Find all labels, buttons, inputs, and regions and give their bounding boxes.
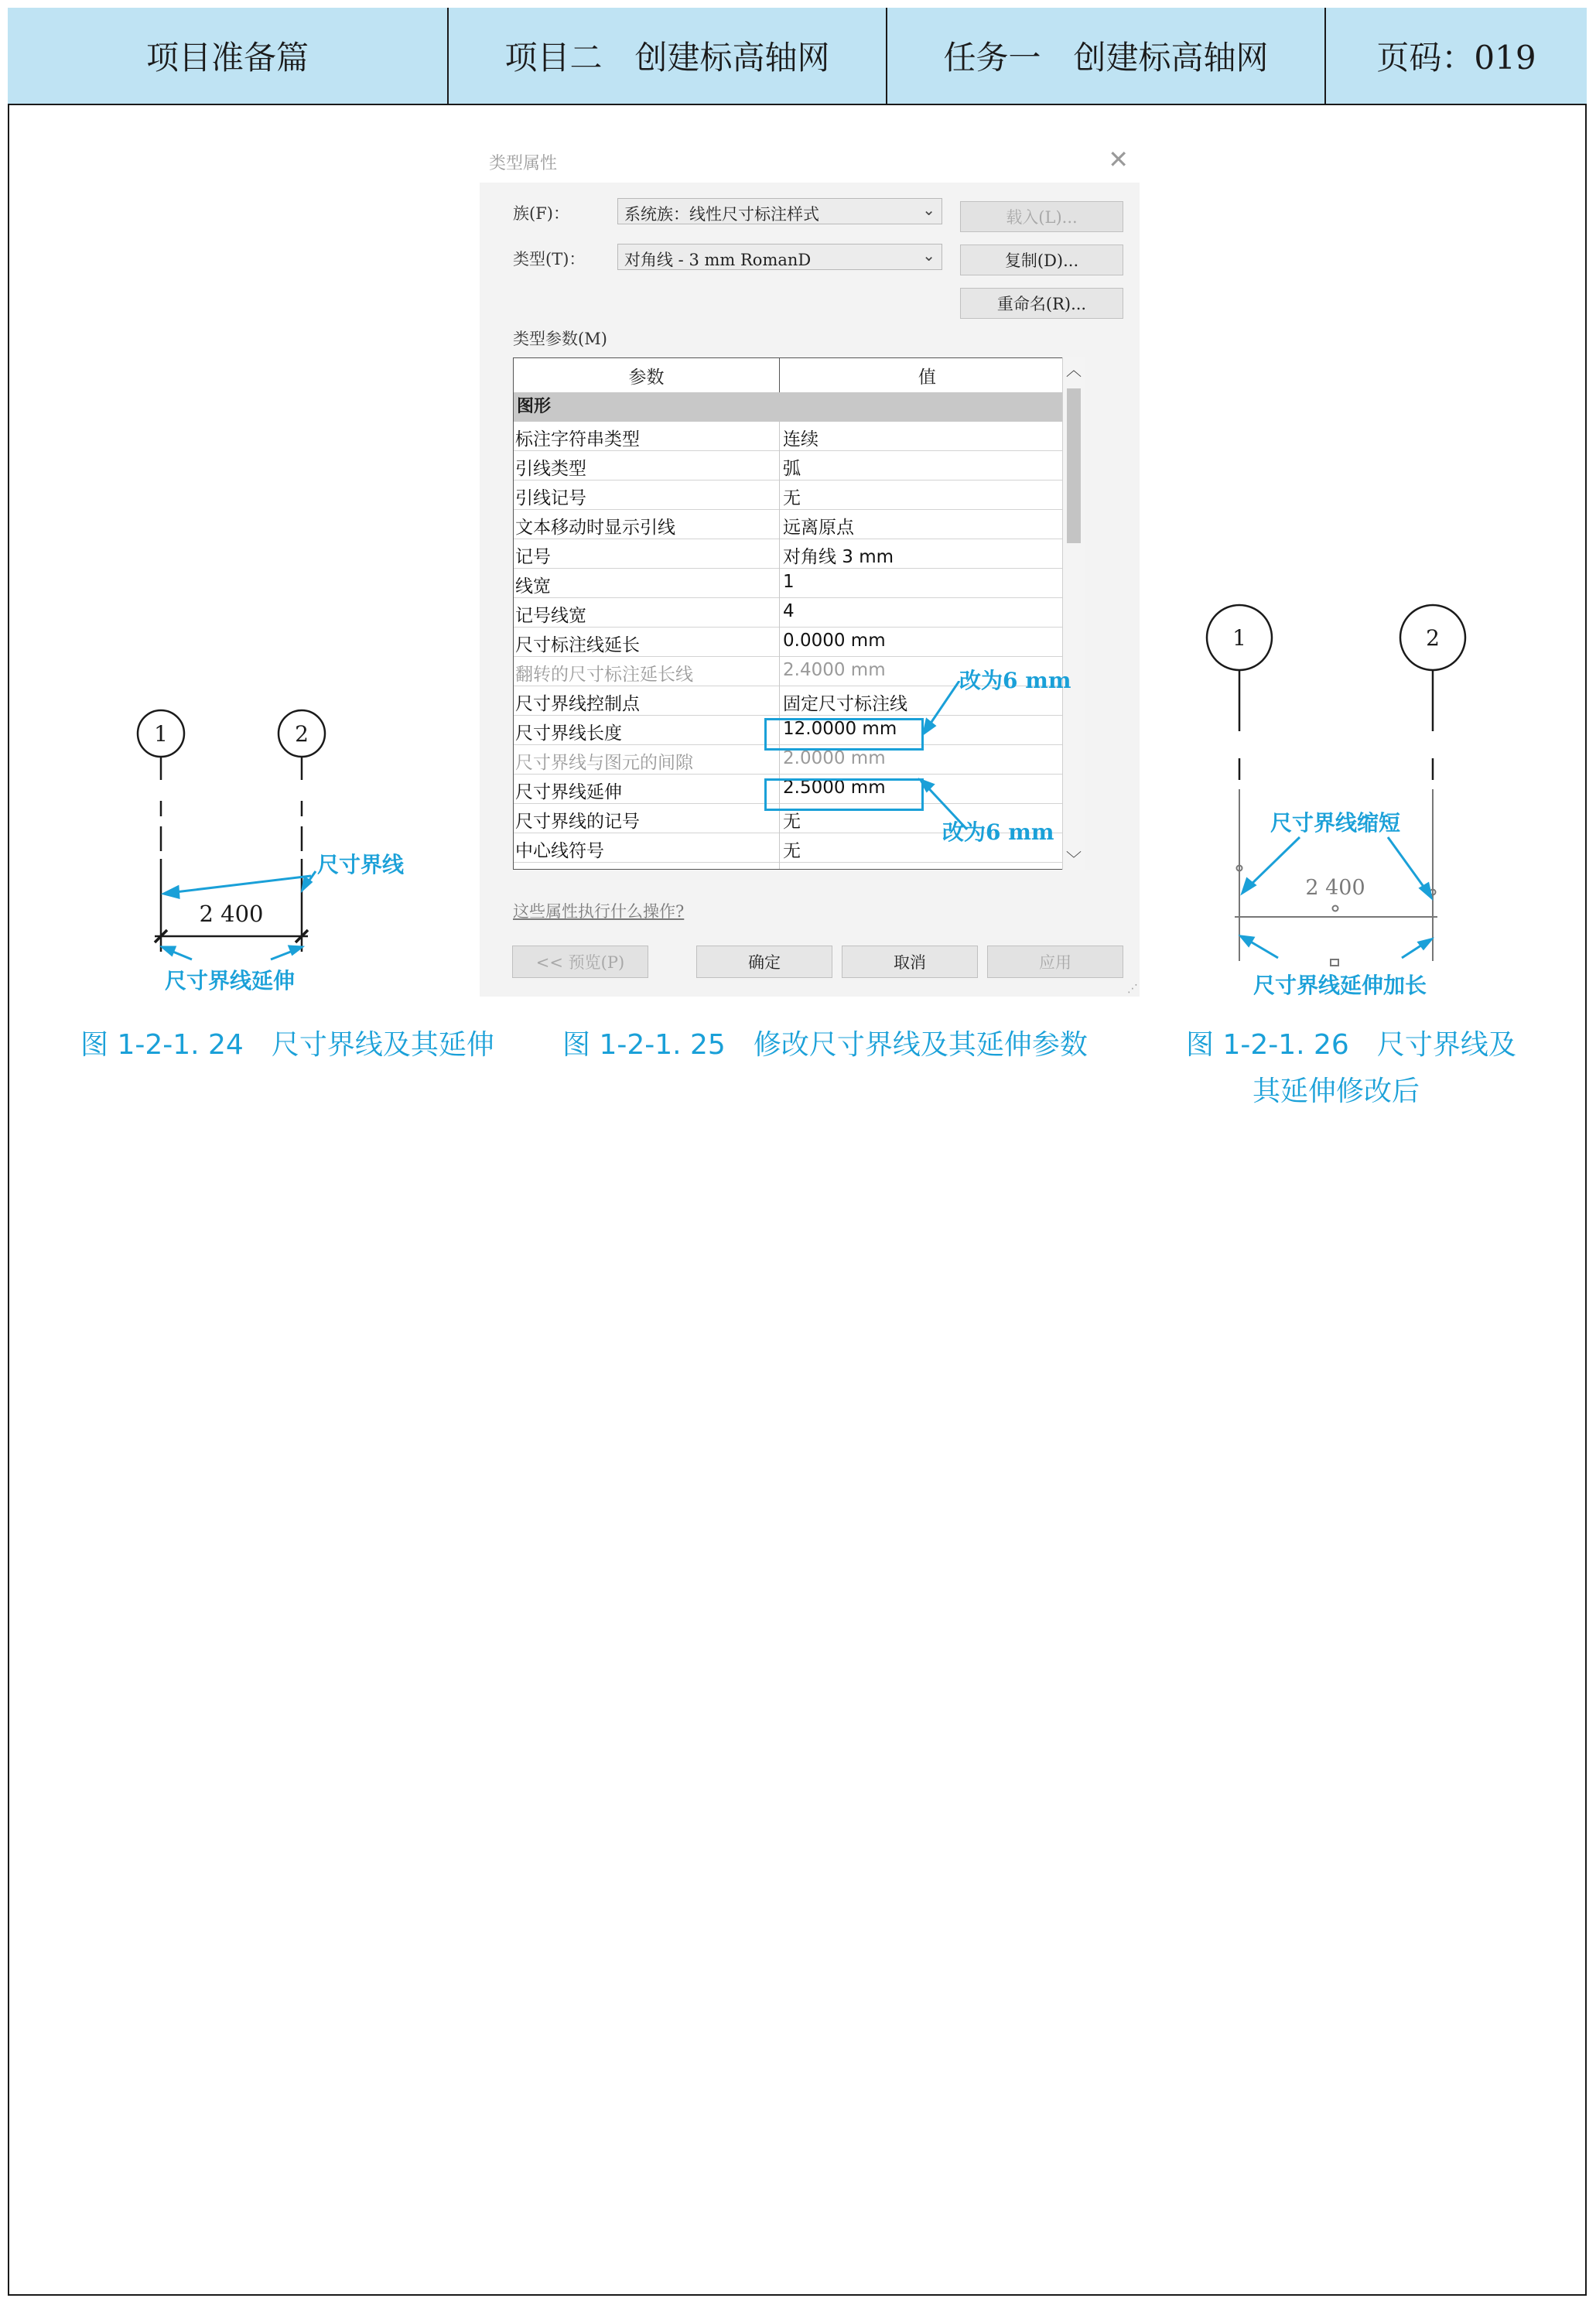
param-value[interactable]: 0.0000 mm [783,631,886,651]
cell-divider [779,598,780,628]
label-extension: 尺寸界线延伸 [165,968,296,993]
highlight-extension [764,778,924,811]
param-name: 记号 [515,547,551,567]
resize-grip-icon[interactable]: ⋰ [1127,983,1138,995]
param-value[interactable]: 无 [783,812,801,832]
table-row[interactable] [514,569,1085,598]
cell-divider [779,569,780,598]
table-row[interactable] [514,422,1085,451]
scroll-thumb[interactable] [1067,388,1081,543]
param-name: 尺寸界线控制点 [515,694,640,714]
cell-divider [779,480,780,510]
figure-left-caption: 图 1-2-1. 24 尺寸界线及其延伸 [80,1029,494,1061]
param-value[interactable]: 1 [783,572,795,592]
table-row[interactable] [514,451,1085,480]
close-icon[interactable]: ✕ [1108,145,1129,174]
table-scrollbar[interactable] [1062,357,1085,870]
param-name: 文本移动时显示引线 [515,518,675,538]
cell-divider [779,863,780,870]
help-link[interactable]: 这些属性执行什么操作? [513,902,685,921]
highlight-length [764,718,924,751]
label-shortened: 尺寸界线缩短 [1270,810,1401,836]
cell-divider [779,422,780,451]
header-task: 任务一 创建标高轴网 [887,8,1326,104]
scroll-down-icon[interactable]: ﹀ [1066,850,1082,868]
bubble-1-label: 1 [154,721,168,747]
type-label: 类型(T)： [513,250,586,268]
cell-divider [779,539,780,569]
column-header-value: 值 [780,358,1075,392]
label-extended: 尺寸界线延伸加长 [1253,973,1427,998]
param-name: 引线记号 [515,488,586,508]
cell-divider [779,451,780,480]
dimension-value: 2 400 [1305,876,1365,900]
apply-button[interactable]: 应用 [987,946,1123,978]
type-properties-dialog [480,141,1140,997]
param-name: 线宽 [515,576,551,597]
chevron-down-icon: ⌄ [922,246,935,265]
cell-divider [779,657,780,686]
param-value[interactable]: 连续 [783,429,819,450]
dimension-value: 2 400 [199,901,264,927]
section-graphics[interactable] [514,392,1085,422]
param-value[interactable]: 远离原点 [783,518,854,538]
header-project: 项目二 创建标高轴网 [449,8,887,104]
annotation-change-length: 改为6 mm [959,668,1071,693]
param-value[interactable] [783,866,819,870]
param-value[interactable]: 12.0000 mm [783,719,897,739]
family-select[interactable] [617,198,942,224]
chevron-down-icon: ⌄ [922,200,935,219]
param-value[interactable]: 无 [783,841,801,861]
param-name: 尺寸界线延伸 [515,782,622,802]
figure-right-caption-line2: 其延伸修改后 [1253,1076,1420,1107]
figure-middle-caption: 图 1-2-1. 25 修改尺寸界线及其延伸参数 [562,1029,1088,1061]
table-row[interactable] [514,598,1085,628]
param-name: 引线类型 [515,459,586,479]
load-button[interactable]: 载入(L)... [960,201,1123,232]
family-select-value: 系统族：线性尺寸标注样式 [624,205,819,224]
ok-button[interactable]: 确定 [696,946,832,978]
param-name: 尺寸界线长度 [515,723,622,744]
param-value[interactable]: 对角线 3 mm [783,547,894,567]
preview-button[interactable]: << 预览(P) [512,946,648,978]
param-value[interactable]: 固定尺寸标注线 [783,694,907,714]
param-name: 尺寸界线的记号 [515,812,640,832]
cell-divider [779,510,780,539]
bubble-1-label: 1 [1232,625,1246,651]
figure-right-caption-line1: 图 1-2-1. 26 尺寸界线及 [1186,1029,1516,1061]
cell-divider [779,686,780,716]
param-name: 翻转的尺寸标注延长线 [515,665,693,685]
table-row[interactable] [514,510,1085,539]
type-params-label: 类型参数(M) [513,330,607,348]
param-name: 记号线宽 [515,606,586,626]
table-row[interactable] [514,480,1085,510]
param-value[interactable]: 2.5000 mm [783,778,886,798]
param-value[interactable]: 4 [783,601,795,621]
param-name [515,866,604,870]
rename-button[interactable]: 重命名(R)... [960,288,1123,319]
cell-divider [779,628,780,657]
param-name: 尺寸标注线延长 [515,635,640,655]
family-label: 族(F)： [513,204,569,223]
table-row[interactable] [514,628,1085,657]
param-value[interactable]: 无 [783,488,801,508]
label-extension-line: 尺寸界线 [317,852,405,877]
param-name: 尺寸界线与图元的间隙 [515,753,693,773]
page-header [8,8,1587,105]
duplicate-button[interactable]: 复制(D)... [960,245,1123,275]
dialog-title: 类型属性 [489,154,558,173]
bubble-2-label: 2 [295,721,309,747]
figure-right-diagram [1191,596,1470,998]
param-value[interactable]: 弧 [783,459,801,479]
dialog-title-bar [480,141,1140,183]
scroll-up-icon[interactable]: ︿ [1066,361,1082,379]
table-header [514,358,1085,393]
bubble-2-label: 2 [1426,625,1440,651]
section-graphics-label: 图形 [517,397,552,416]
column-header-param: 参数 [514,358,780,392]
header-section: 项目准备篇 [8,8,449,104]
param-name: 中心线符号 [515,841,604,861]
type-select[interactable] [617,244,942,270]
param-value[interactable]: 2.4000 mm [783,660,886,680]
param-name: 标注字符串类型 [515,429,640,450]
cancel-button[interactable]: 取消 [842,946,978,978]
param-value[interactable]: 2.0000 mm [783,748,886,768]
type-select-value: 对角线 - 3 mm RomanD [624,251,812,269]
header-page-number: 页码：019 [1376,39,1536,77]
cell-divider [779,833,780,863]
figure-left-diagram [116,696,348,1006]
annotation-change-extension: 改为6 mm [942,819,1054,845]
table-row[interactable] [514,539,1085,569]
